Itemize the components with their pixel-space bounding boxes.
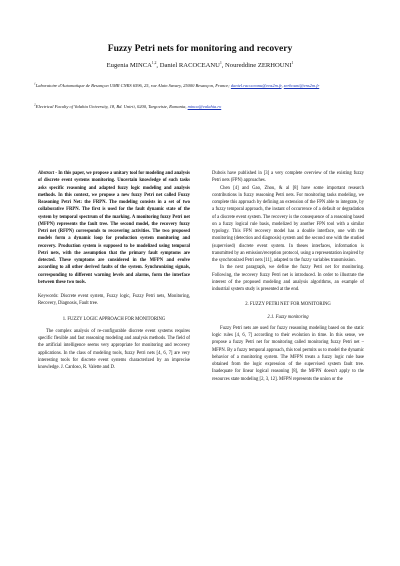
affiliation-1: $^1$Laboratoire d'Automatique de Besançon UMR CNRS 6596, 25, rue Alain Savary, 25000 Besançon, France; daniel.racoceanu@ens2m.fr, zerhouni@ens2m.fr bbox=[34, 81, 320, 88]
affiliation-mark: 1 bbox=[34, 81, 36, 86]
body-paragraph: Fuzzy Petri nets are used for fuzzy reasoning modeling based on the static logic rules [4, 6, 7] according to their evolution in time. In this sense, we propose a fuzzy Petri net for monitoring called monitoring fuzzy Petri net – MFPN. By a fuzzy temporal approach, this tool permits us to model the dynamic behavior of a monitoring system. The MFPN treats a fuzzy logic rule base obtained from the logic expression of the supervised system fault tree. Inadequate for linear logical reasoning [8], the MFPN doesn't apply to the resources state modeling [2, 3, 12]. MFPN represents the union or the bbox=[212, 325, 364, 382]
body-paragraph: Chen [4] and Gao, Zhou, & al [8] have some important research contributions in fuzzy reasoning Petri nets. For monitoring tasks modeling, we complete this approach by defining an extension of the FPN able to integrate, by a fuzzy temporal approach, the instant of occurrence of a default or degradation of a discrete event system. The recovery is the consequence of a reasoning based on a fuzzy logical rule basis, modelized by another FPN tool with a similar typology. This FPN recovery model has a double interface, one with the monitoring (detection and diagnosis) system and the second one with the studied (supervised) discrete event system. In theses interfaces, information is transmitted by an emission/reception protocol, using a representation inspired by the synchronized Petri nets [11], adapted to the fuzzy variables transmission. bbox=[212, 185, 364, 263]
affiliation-text: Laboratoire d'Automatique de Besançon UMR CNRS 6596, 25, rue Alain Savary, 25000 Besançon, France; bbox=[35, 83, 230, 88]
author-name: , Daniel RACOCEANU bbox=[156, 62, 220, 69]
affiliation-2 bbox=[34, 104, 366, 110]
right-column bbox=[212, 170, 364, 383]
author-affiliation-mark: 1,2 bbox=[151, 60, 157, 65]
email-link[interactable]: zerhouni@ens2m.fr bbox=[283, 83, 320, 88]
body-paragraph: Dubois have published in [3] a very complete overview of the existing fuzzy Petri nets (FPN) approaches. bbox=[212, 171, 364, 184]
affiliation-text: Electrical Faculty of Valahia University, 18, Bd. Unirii, 0200, Targoviste, Romania, bbox=[35, 104, 187, 109]
subsection-heading: 2.1. Fuzzy monitoring bbox=[267, 314, 309, 320]
author-name: Eugenia MINCA bbox=[106, 62, 152, 69]
section-heading: 2. FUZZY PETRI NET FOR MONITORING bbox=[245, 302, 331, 308]
email-link[interactable]: minca@valahia.ro bbox=[187, 104, 222, 109]
author-affiliation-mark: 1 bbox=[291, 60, 294, 65]
author-name: , Noureddine ZERHOUNI bbox=[221, 62, 292, 69]
abstract-text: - In this paper, we propose a unitary tool for modeling and analysis of discrete event systems monitoring. Uncertain knowledge of such tasks asks specific reasoning and adapted fuzzy logic modeling and analysis methods. In this context, we propose a new fuzzy Petri net called Fuzzy Reasoning Petri Net: the FRPN. The modeling consists in a set of two collaborative FRPN. The first is used for the fault dynamic state of the system by temporal spectrum of the marking. A monitoring fuzzy Petri net (MFPN) represents the fault tree. The second model, the recovery fuzzy Petri net (RFPN) corresponds to recovering activities. The two proposed models form a dynamic loop for production system monitoring and recovery. Production system is supposed to be modelized using temporal Petri nets, with the assumption that the primary fault symptoms are detected. These symptoms are considered in the MFPN and evolve according to all other derived faults of the system. Synchronizing signals, corresponding to different warning levels and alarms, form the interface between these two tools. bbox=[38, 171, 190, 285]
body-paragraph: In the next paragraph, we define the fuzzy Petri net for monitoring. Following, the recovery fuzzy Petri net is introduced. In order to illustrate the interest of the proposed modeling and analysis algorithms, an example of industrial system study is presented at the end. bbox=[212, 265, 364, 292]
affiliation-mark: 2 bbox=[34, 102, 36, 107]
section-heading: 1. FUZZY LOGIC APPROACH FOR MONITORING bbox=[62, 316, 166, 322]
abstract-label: Abstract bbox=[38, 171, 55, 176]
left-column bbox=[38, 170, 190, 371]
author-list bbox=[0, 62, 400, 70]
email-link[interactable]: daniel.racoceanu@ens2m.fr bbox=[230, 83, 282, 88]
keywords: Keywords: Discrete event system, Fuzzy logic, Fuzzy Petri nets, Monitoring, Recovery, Diagnosis, Fault tree. bbox=[38, 294, 190, 307]
abstract bbox=[38, 170, 190, 286]
author-affiliation-mark: 1 bbox=[219, 60, 222, 65]
paper-title: Fuzzy Petri nets for monitoring and recovery bbox=[107, 43, 293, 54]
body-paragraph: The complex analysis of re-configurable discrete event systems requires specific flexible and fast reasoning modeling and analysis methods. The field of the artificial intelligence seems very appropriate for monitoring and recovery applications. In the class of modeling tools, fuzzy Petri nets [4, 6, 7] are very interesting tools for discrete event systems characterized by an imprecise knowledge. J. Cardoso, R. Valette and D. bbox=[38, 328, 190, 370]
